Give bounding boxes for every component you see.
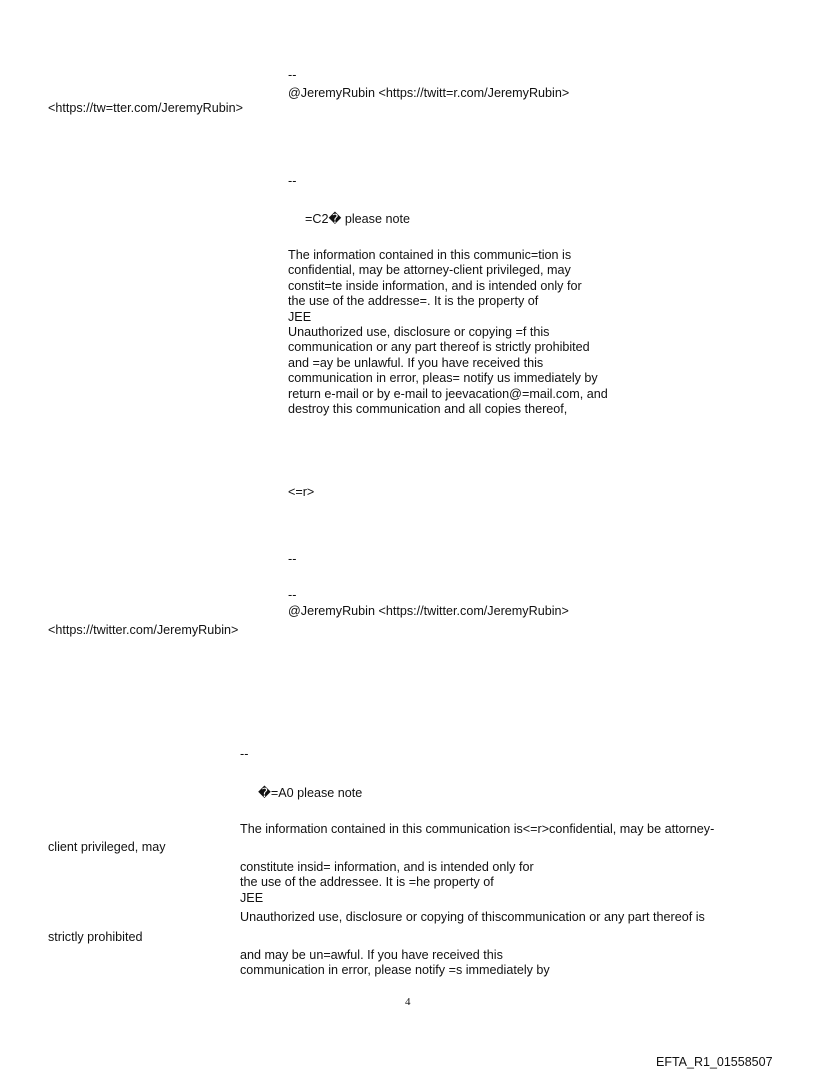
disclaimer-line: constit=te inside information, and is intended only for (288, 278, 582, 293)
signature-url-wrap: <https://tw=tter.com/JeremyRubin> (48, 101, 243, 115)
disclaimer-line: and =ay be unlawful. If you have received this (288, 355, 544, 370)
disclaimer-line: the use of the addresse=. It is the property of (288, 294, 539, 309)
signature-handle-line: @JeremyRubin <https://twitt=r.com/JeremyRubin> (288, 86, 570, 100)
disclaimer-line: JEE (288, 309, 312, 324)
disclaimer-dashes: -- (288, 174, 297, 188)
disclaimer-line: Unauthorized use, disclosure or copying =f this (288, 325, 550, 340)
disclaimer-line: constitute insid= information, and is intended only for (240, 860, 534, 874)
disclaimer-line-wrap: client privileged, may (48, 840, 166, 854)
please-note: �=A0 please note (258, 786, 363, 800)
document-id: EFTA_R1_01558507 (656, 1055, 773, 1069)
br-tag: <=r> (288, 485, 315, 499)
disclaimer-line: The information contained in this communication is<=r>confidential, may be attorney- (240, 822, 715, 836)
signature-dashes: -- (288, 588, 297, 602)
disclaimer-line: the use of the addressee. It is =he property of (240, 875, 494, 890)
please-note: =C2� please note (305, 212, 410, 226)
disclaimer-line: communication in error, pleas= notify us immediately by (288, 371, 598, 386)
disclaimer-line-wrap: strictly prohibited (48, 930, 143, 944)
signature-url-wrap: <https://twitter.com/JeremyRubin> (48, 623, 239, 637)
page-number: 4 (405, 996, 411, 1008)
disclaimer-line: return e-mail or by e-mail to jeevacation@=mail.com, and (288, 386, 608, 401)
disclaimer-body (240, 948, 550, 979)
disclaimer-line: destroy this communication and all copies thereof, (288, 402, 568, 417)
disclaimer-line: The information contained in this communic=tion is (288, 248, 572, 262)
disclaimer-body (240, 860, 534, 906)
signature-handle-line: @JeremyRubin <https://twitter.com/JeremyRubin> (288, 604, 569, 618)
disclaimer-line: confidential, may be attorney-client privileged, may (288, 263, 571, 278)
signature-dashes: -- (288, 552, 297, 566)
disclaimer-line: and may be un=awful. If you have received this (240, 948, 503, 962)
disclaimer-body (288, 248, 608, 417)
disclaimer-line: communication or any part thereof is strictly prohibited (288, 340, 590, 355)
disclaimer-dashes: -- (240, 747, 249, 761)
disclaimer-line: Unauthorized use, disclosure or copying of thiscommunication or any part thereof is (240, 910, 705, 924)
signature-dashes: -- (288, 68, 297, 82)
disclaimer-line: communication in error, please notify =s immediately by (240, 963, 550, 978)
disclaimer-line: JEE (240, 890, 264, 905)
